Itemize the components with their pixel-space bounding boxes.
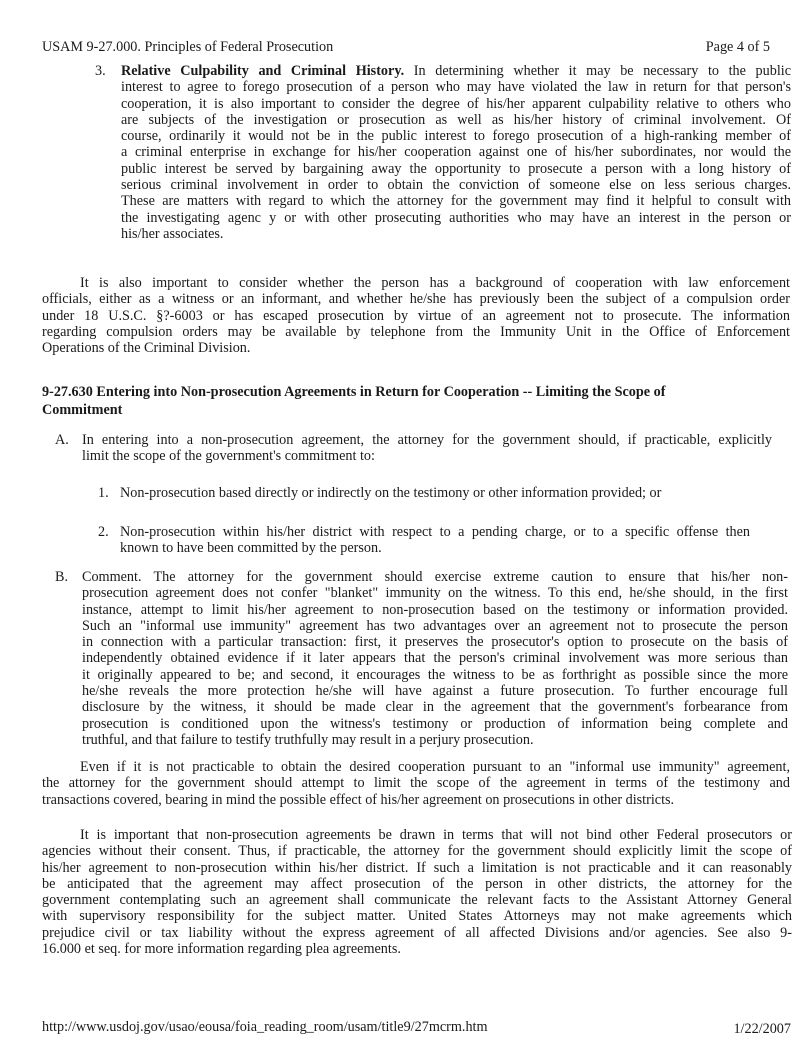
text-line: It is also important to consider whether the person has a background of cooperation with law enforcement	[80, 275, 790, 291]
text-line: Commitment	[42, 402, 123, 418]
text-line: independently obtained evidence if it later appears that the person's criminal involvement was more serious than	[82, 650, 788, 667]
text-line: It is important that non-prosecution agreements be drawn in terms that will not bind other Federal prosecutors or	[80, 827, 792, 843]
text-line: disclosure by the witness, it should be made clear in the agreement that the government's forbearance from	[82, 699, 788, 716]
footer-date: 1/22/2007	[733, 1021, 791, 1037]
item-3	[121, 63, 791, 242]
paragraph-even-if	[42, 759, 790, 808]
paragraph-cooperation-background	[42, 275, 790, 356]
text-line: it originally appeared to be; and second, it encourages the witness to be as forthright as possible since the more	[82, 666, 788, 683]
text-line: prosecution agreement does not confer "blanket" immunity on the witness. To this end, he/she should, in the first	[82, 585, 788, 602]
footer-url: http://www.usdoj.gov/usao/eousa/foia_reading_room/usam/title9/27mcrm.htm	[42, 1019, 488, 1035]
text-line: interest to agree to forego prosecution of a person who may have violated the law in return for that person's	[121, 79, 791, 96]
text-line: Such an "informal use immunity" agreement has two advantages over an agreement not to prosecute the person	[82, 617, 788, 634]
text-line: regarding compulsion orders may be available by telephone from the Immunity Unit in the Office of Enforcement	[42, 323, 790, 340]
header-title: USAM 9-27.000. Principles of Federal Prosecution	[42, 39, 334, 55]
text-line: transactions covered, bearing in mind the possible effect of his/her agreement on prosecutions in other districts.	[42, 791, 675, 808]
text-span: In determining whether it may be necessary to the public	[404, 63, 791, 79]
item-b-letter: B.	[55, 569, 69, 585]
item-a1-number: 1.	[98, 485, 109, 501]
text-line: Comment. The attorney for the government should exercise extreme caution to ensure that his/her non-	[82, 569, 788, 585]
item-b	[82, 569, 788, 748]
text-line: course, ordinarily it would not be in the public interest to forego prosecution of a high-ranking member of	[121, 128, 791, 145]
item-a	[82, 432, 772, 465]
paragraph-non-binding	[42, 827, 792, 957]
text-line: Non-prosecution based directly or indirectly on the testimony or other information provided; or	[120, 485, 662, 501]
text-line	[121, 63, 791, 79]
text-line: the investigating agenc y or with other prosecuting authorities who may have an interest in the person or	[121, 209, 791, 226]
text-line: agencies without their consent. Thus, if practicable, the attorney for the government should explicitly limit the scope of	[42, 843, 792, 860]
item-lead: Relative Culpability and Criminal History.	[121, 63, 405, 79]
text-line: be anticipated that the agreement may affect prosecution of the person in other districts, the attorney for the	[42, 875, 792, 892]
item-a2	[120, 524, 750, 557]
text-line: government contemplating such an agreement shall communicate the relevant facts to the Assistant Attorney General	[42, 892, 792, 909]
section-heading	[42, 383, 790, 419]
text-line: 9-27.630 Entering into Non-prosecution Agreements in Return for Cooperation -- Limiting the Scope of	[42, 384, 666, 400]
text-line: In entering into a non-prosecution agreement, the attorney for the government should, if practicable, explicitly	[82, 432, 772, 448]
item-a1	[120, 485, 661, 501]
item-3-number: 3.	[95, 63, 106, 79]
text-line: prejudice civil or tax liability without the express agreement of all affected Divisions and/or agencies. See also 9-	[42, 924, 792, 941]
text-line: his/her agreement to non-prosecution within his/her district. If such a limitation is not practicable and it can reasonably	[42, 859, 792, 876]
text-line: prosecution is conditioned upon the witness's testimony or production of information being complete and	[82, 715, 788, 732]
item-a-letter: A.	[55, 432, 69, 448]
text-line: a criminal enterprise in exchange for his/her cooperation against one of his/her subordinates, nor would the	[121, 144, 791, 161]
text-line: are subjects of the investigation or prosecution as well as his/her history of criminal involvement. Of	[121, 111, 791, 128]
text-line: known to have been committed by the person.	[120, 540, 382, 557]
text-line: the attorney for the government should attempt to limit the scope of the agreement in terms of the testimony and	[42, 775, 790, 792]
text-line: public interest be served by bargaining away the opportunity to prosecute a person with a long history of	[121, 160, 791, 177]
item-a2-number: 2.	[98, 524, 109, 540]
text-line: These are matters with regard to which the attorney for the government may find it helpful to consult with	[121, 193, 791, 210]
page-number: Page 4 of 5	[705, 39, 770, 55]
text-line: truthful, and that failure to testify truthfully may result in a perjury prosecution.	[82, 731, 534, 748]
text-line: his/her associates.	[121, 225, 224, 242]
text-line: limit the scope of the government's commitment to:	[82, 448, 375, 465]
text-line: serious criminal involvement in order to obtain the conviction of someone else on less serious charges.	[121, 177, 791, 194]
text-line: instance, attempt to limit his/her agreement to non-prosecution based on the testimony or information provided.	[82, 601, 788, 618]
text-line: under 18 U.S.C. §?-6003 or has escaped prosecution by virtue of an agreement not to prosecute. The information	[42, 307, 790, 324]
text-line: 16.000 et seq. for more information regarding plea agreements.	[42, 941, 401, 958]
text-line: Operations of the Criminal Division.	[42, 340, 251, 357]
text-line: he/she reveals the more protection he/she will have against a future prosecution. To further encourage full	[82, 683, 788, 700]
text-line: in connection with a particular transaction: first, it preserves the prosecutor's option to prosecute on the basis of	[82, 634, 788, 651]
text-line: officials, either as a witness or an informant, and whether he/she has previously been the subject of a compulsion order	[42, 291, 790, 308]
text-line: Even if it is not practicable to obtain the desired cooperation pursuant to an "informal use immunity" agreement,	[80, 759, 790, 775]
text-line: with supervisory responsibility for the subject matter. United States Attorneys may not make agreements which	[42, 908, 792, 925]
text-line: cooperation, it is also important to consider the degree of his/her apparent culpability relative to others who	[121, 95, 791, 112]
text-line: Non-prosecution within his/her district with respect to a pending charge, or to a specific offense then	[120, 524, 750, 540]
